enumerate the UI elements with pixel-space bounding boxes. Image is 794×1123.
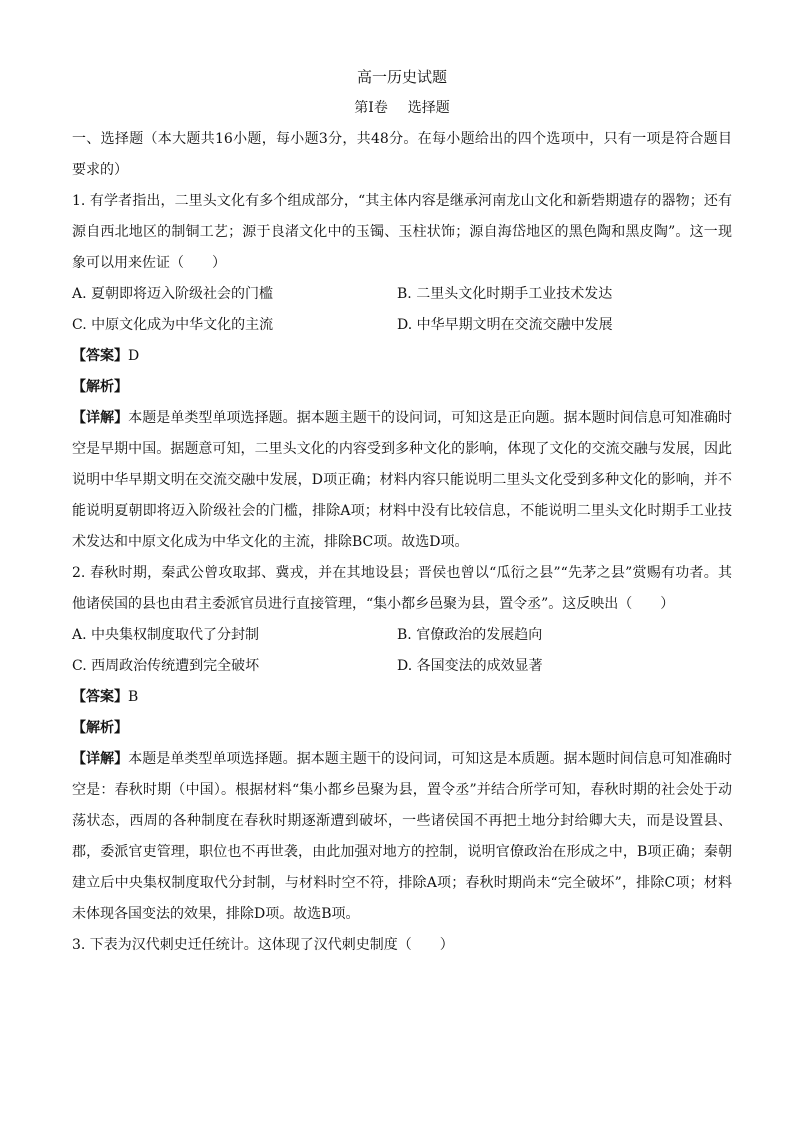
question-3-stem: 3. 下表为汉代刺史迁任统计。这体现了汉代刺史制度（ ） [72,937,454,953]
question-1-answer [72,341,732,372]
volume-heading [72,93,732,124]
answer-tag: 【答案】 [72,689,128,705]
question-2-detail [72,744,732,930]
detail-tag: 【详解】 [72,751,129,767]
option-d: D. 中华早期文明在交流交融中发展 [397,317,613,333]
option-b: B. 官僚政治的发展趋向 [397,627,543,643]
question-2-answer [72,682,732,713]
question-2-analysis-tag: 【解析】 [72,720,128,736]
question-1-analysis-tag: 【解析】 [72,379,128,395]
answer-tag: 【答案】 [72,348,128,364]
question-2-stem: 2. 春秋时期，秦武公曾攻取邽、冀戎，并在其地设县；晋侯也曾以“瓜衍之县”“先茅之县”赏赐有功者。其他诸侯国的县也由君主委派官员进行直接管理，“集小都乡邑聚为县，置令丞”。这反映出（ ） [72,565,732,612]
answer-value: B [128,689,139,705]
volume-label: 第Ⅰ卷 [354,100,388,116]
option-a: A. 夏朝即将迈入阶级社会的门槛 [72,286,274,302]
option-c: C. 西周政治传统遭到完全破坏 [72,658,260,674]
question-1-detail [72,403,732,558]
detail-text: 本题是单类型单项选择题。据本题主题干的设问词，可知这是本质题。据本题时间信息可知准确时空是：春秋时期（中国）。根据材料“集小都乡邑聚为县，置令丞”并结合所学可知，春秋时期的社会处于动荡状态，西周的各种制度在春秋时期逐渐遭到破坏，一些诸侯国不再把土地分封给卿大夫，而是设置县、郡，委派官吏管理，职位也不再世袭，由此加强对地方的控制，说明官僚政治在形成之中，B项正确；秦朝建立后中央集权制度取代分封制，与材料时空不符，排除A项；春秋时期尚未“完全破坏”，排除C项；材料未体现各国变法的效果，排除D项。故选B项。 [72,751,733,922]
question-1-options [72,279,732,341]
exam-title: 高一历史试题 [356,68,447,86]
question-1-stem: 1. 有学者指出，二里头文化有多个组成部分，“其主体内容是继承河南龙山文化和新砦期遗存的器物；还有源自西北地区的制铜工艺；源于良渚文化中的玉镯、玉柱状饰；源自海岱地区的黑色陶和黑皮陶”。这一现象可以用来佐证（ ） [72,193,732,271]
section-intro: 一、选择题（本大题共16小题，每小题3分，共48分。在每小题给出的四个选项中，只有一项是符合题目要求的） [72,131,732,178]
detail-text: 本题是单类型单项选择题。据本题主题干的设问词，可知这是正向题。据本题时间信息可知准确时空是早期中国。据题意可知，二里头文化的内容受到多种文化的影响，体现了文化的交流交融与发展，因此说明中华早期文明在交流交融中发展，D项正确；材料内容只能说明二里头文化受到多种文化的影响，并不能说明夏朝即将迈入阶级社会的门槛，排除A项；材料中没有比较信息，不能说明二里头文化时期手工业技术发达和中原文化成为中华文化的主流，排除BC项。故选D项。 [72,410,733,550]
answer-value: D [128,348,140,364]
volume-name: 选择题 [407,100,450,116]
exam-page [72,62,732,961]
option-b: B. 二里头文化时期手工业技术发达 [397,286,613,302]
option-a: A. 中央集权制度取代了分封制 [72,627,260,643]
question-2-options [72,620,732,682]
option-d: D. 各国变法的成效显著 [397,658,543,674]
option-c: C. 中原文化成为中华文化的主流 [72,317,274,333]
detail-tag: 【详解】 [72,410,129,426]
